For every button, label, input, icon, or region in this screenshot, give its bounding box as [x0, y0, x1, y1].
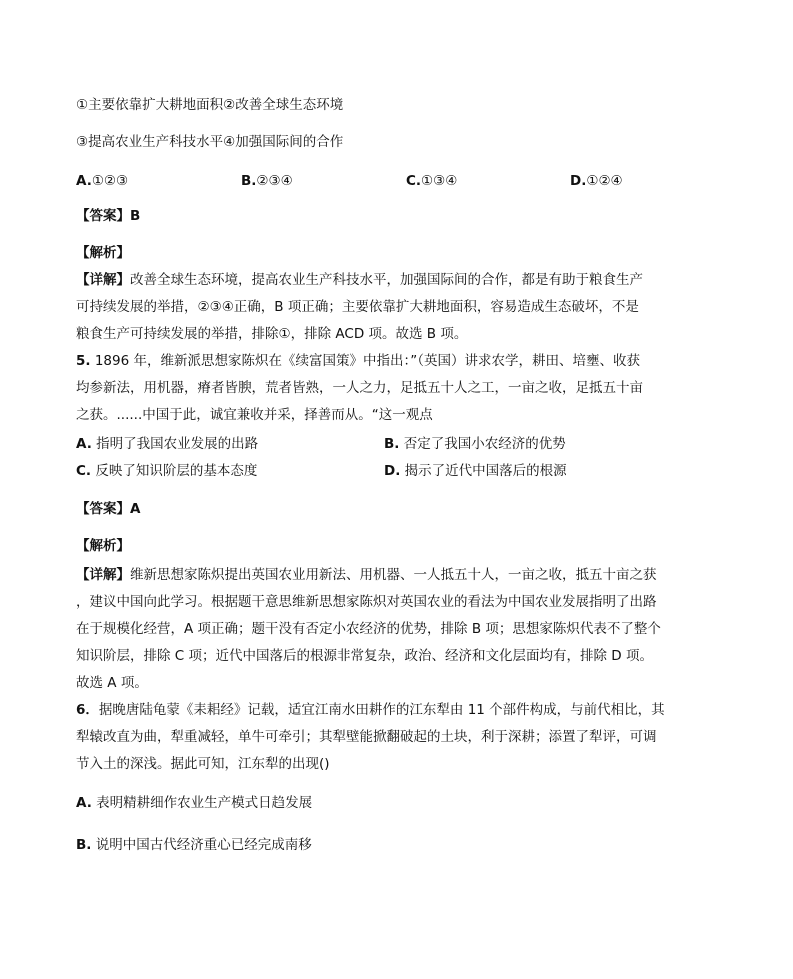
q6-stem-line-3: 节入土的深浅。据此可知，江东犁的出现() — [76, 756, 330, 772]
q5-detail-line-5: 故选 A 项。 — [76, 675, 148, 691]
q5-stem-line-3: 之获。......中国于此，诚宜兼收并采，择善而从。“这一观点 — [76, 407, 433, 423]
q5-analysis-label: 【解析】 — [76, 538, 130, 554]
q5-stem-line-2: 均参新法，用机器，瘠者皆腴，荒者皆熟，一人之力，足抵五十人之工，一亩之收，足抵五十亩 — [76, 380, 643, 396]
q4-stem-line-1: ①主要依靠扩大耕地面积②改善全球生态环境 — [76, 97, 344, 113]
q5-option-d: D. 揭示了近代中国落后的根源 — [384, 463, 567, 479]
q5-option-b: B. 否定了我国小农经济的优势 — [384, 436, 566, 452]
q4-detail-line-3: 粮食生产可持续发展的举措，排除①，排除 ACD 项。故选 B 项。 — [76, 326, 468, 342]
q6-stem-line-1: 6．据晚唐陆龟蒙《耒耜经》记载，适宜江南水田耕作的江东犁由 11 个部件构成，与前代相比，其 — [76, 702, 665, 718]
q5-stem-line-1: 5. 1896 年，维新派思想家陈炽在《续富国策》中指出：”（英国）讲求农学，耕田、培壅、收获 — [76, 353, 640, 369]
q5-detail-line-3: 在于规模化经营，A 项正确；题干没有否定小农经济的优势，排除 B 项；思想家陈炽代表不了整个 — [76, 621, 661, 637]
q6-stem-line-2: 犁辕改直为曲，犁重减轻，单牛可牵引；其犁壁能掀翻破起的土块，利于深耕；添置了犁评，可调 — [76, 729, 657, 745]
q6-option-b: B. 说明中国古代经济重心已经完成南移 — [76, 837, 312, 853]
q4-detail-line-2: 可持续发展的举措，②③④正确，B 项正确；主要依靠扩大耕地面积，容易造成生态破坏，不是 — [76, 299, 639, 315]
q4-option-b: B.②③④ — [241, 173, 293, 189]
q5-option-c: C. 反映了知识阶层的基本态度 — [76, 463, 258, 479]
q5-detail-line-2: ，建议中国向此学习。根据题干意思维新思想家陈炽对英国农业的看法为中国农业发展指明了出路 — [76, 594, 657, 610]
q4-option-a: A.①②③ — [76, 173, 129, 189]
q4-option-d: D.①②④ — [570, 173, 623, 189]
q5-answer: 【答案】A — [76, 501, 141, 517]
q4-answer: 【答案】B — [76, 208, 141, 224]
q4-option-c: C.①③④ — [406, 173, 458, 189]
q6-option-a: A. 表明精耕细作农业生产模式日趋发展 — [76, 795, 313, 811]
q5-detail-line-4: 知识阶层，排除 C 项；近代中国落后的根源非常复杂，政治、经济和文化层面均有，排除 D 项。 — [76, 648, 653, 664]
q4-detail-line-1: 【详解】改善全球生态环境，提高农业生产科技水平，加强国际间的合作，都是有助于粮食生产 — [76, 272, 643, 288]
q4-analysis-label: 【解析】 — [76, 245, 130, 261]
q5-option-a: A. 指明了我国农业发展的出路 — [76, 436, 259, 452]
q5-detail-line-1: 【详解】维新思想家陈炽提出英国农业用新法、用机器、一人抵五十人，一亩之收，抵五十亩之获 — [76, 567, 657, 583]
q4-stem-line-2: ③提高农业生产科技水平④加强国际间的合作 — [76, 134, 344, 150]
